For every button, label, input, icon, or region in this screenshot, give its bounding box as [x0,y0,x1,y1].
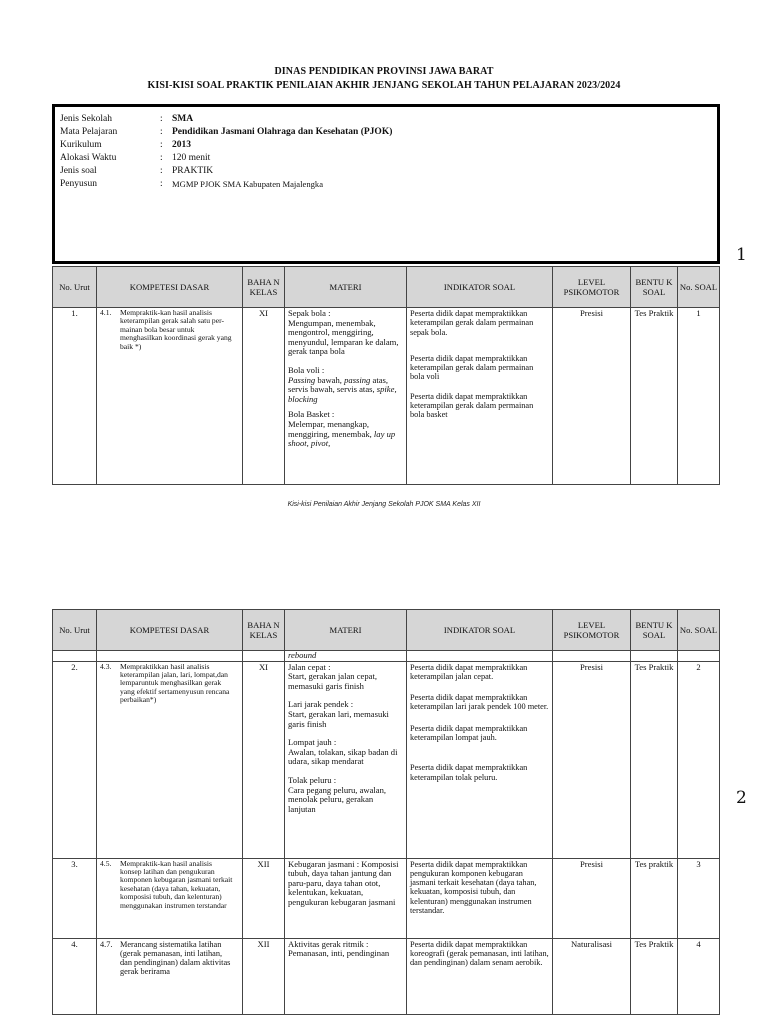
kisi-kisi-table-page-1 [52,266,720,485]
header-indikator-soal: INDIKATOR SOAL [407,267,553,308]
indikator-text: Peserta didik dapat mempraktikkan keterampilan gerak dalam permainan bola voli [410,353,534,382]
cell-no-soal: 1 [678,308,720,485]
table-row [53,308,720,485]
indikator-text: Peserta didik dapat mempraktikkan keterampilan gerak dalam permainan sepak bola. [410,309,534,337]
materi-text: rebound [288,650,317,660]
kd-number: 4.3. [100,661,112,671]
materi-text: atas, servis bawah, servis atas, [288,374,389,395]
materi-text: Cara pegang peluru, awalan, menolak peluru, gerakan lanjutan [288,784,387,814]
header-bentuk-soal: BENTU K SOAL [631,610,678,651]
header-level-psikomotor: LEVEL PSIKOMOTOR [553,610,631,651]
info-value: Pendidikan Jasmani Olahraga dan Kesehatan (PJOK) [172,127,393,137]
header-bahan-kelas: BAHA N KELAS [243,267,285,308]
cell-level: Presisi [553,661,631,858]
header-kompetensi-dasar: KOMPETESI DASAR [97,610,243,651]
cell-kompetensi-dasar [97,938,243,1014]
header-no-soal: No. SOAL [678,610,720,651]
header-materi: MATERI [285,267,407,308]
cell-no: 3. [53,858,97,938]
materi-title: Lompat jauh : [288,737,337,748]
info-label: Alokasi Waktu [60,153,117,163]
cell-bentuk: Tes Praktik [631,938,678,1014]
cell-no-soal: 3 [678,858,720,938]
materi-title: Tolak peluru : [288,774,337,785]
materi-title: Lari jarak pendek : [288,699,354,710]
kd-number: 4.7. [100,939,113,949]
indikator-text: Peserta didik dapat mempraktikkan keterampilan tolak peluru. [410,763,528,782]
kd-text: Mempraktikkan hasil analisis keterampilan jalan, lari, lompat,dan lemparuntuk menghasilkan gerak yang efektif sertamenyusun rencana perbaikan*) [120,661,230,705]
page-footer: Kisi-kisi Penilaian Akhir Jenjang Sekolah PJOK SMA Kelas XII [287,501,481,508]
header-indikator-soal: INDIKATOR SOAL [407,610,553,651]
cell-indikator: Peserta didik dapat mempraktikkan koreografi (gerak pemanasan, inti latihan, dan pendinginan) dalam senam aerobik. [407,938,553,1014]
cell-materi: Aktivitas gerak ritmik : Pemanasan, inti, pendinginan [285,938,407,1014]
info-value: 120 menit [172,153,211,163]
cell-no-soal: 2 [678,661,720,858]
header-line-1: DINAS PENDIDIKAN PROVINSI JAWA BARAT [274,66,494,77]
cell-no: 2. [53,661,97,858]
indikator-text: Peserta didik dapat mempraktikkan keterampilan gerak dalam permainan bola basket [410,391,534,420]
materi-text: spike, blocking [288,384,397,404]
cell-materi [285,308,407,485]
cell-kelas: XI [243,661,285,858]
header-kompetensi-dasar: KOMPETESI DASAR [97,267,243,308]
materi-title: Sepak bola : [288,308,331,318]
page-number-2: 2 [736,788,747,808]
cell-level: Presisi [553,858,631,938]
table-header-row [53,267,720,308]
materi-title: Jalan cepat : [288,661,331,672]
cell-kompetensi-dasar [97,661,243,858]
kd-text: Merancang sistematika latihan (gerak pemanasan, inti latihan, dan pendinginan) dalam aktivitas gerak berirama [120,939,231,977]
header-materi: MATERI [285,610,407,651]
table-row [53,651,720,662]
cell-bentuk: Tes Praktik [631,308,678,485]
info-label: Kurikulum [60,140,102,150]
header-bentuk-soal: BENTU K SOAL [631,267,678,308]
cell-bentuk: Tes praktik [631,858,678,938]
cell-kelas: XII [243,858,285,938]
cell-indikator [407,308,553,485]
kisi-kisi-table-page-2 [52,609,720,1015]
header-no-urut: No. Urut [53,610,97,651]
cell-no: 1. [53,308,97,485]
cell-level: Presisi [553,308,631,485]
kd-text: Mempraktik-kan hasil analisis keterampilan gerak salah satu per-mainan bola besar untuk menghasilkan koordinasi gerak yang baik *) [120,308,232,351]
cell-materi [285,661,407,858]
document-info-box: Jenis Sekolah : SMA Mata Pelajaran : Pendidikan Jasmani Olahraga dan Kesehatan (PJOK) Kurikulum : 2013 Alokasi Waktu : 120 menit Jenis soal : PRAKTIK Penyusun : MGMP PJOK SMA Kabupaten Majalengka [52,104,720,264]
cell-no: 4. [53,938,97,1014]
cell-level: Naturalisasi [553,938,631,1014]
materi-text: bawah, [315,374,345,385]
header-level-psikomotor: LEVEL PSIKOMOTOR [553,267,631,308]
page-number-1: 1 [736,245,747,265]
table-header-row [53,610,720,651]
indikator-text: Peserta didik dapat mempraktikkan keterampilan lompat jauh. [410,723,528,743]
materi-title: Bola Basket : [288,409,335,420]
info-value: SMA [172,114,194,124]
materi-text: Start, gerakan lari, memasuki garis finish [288,708,389,729]
header-bahan-kelas: BAHA N KELAS [243,610,285,651]
materi-text: Passing [288,374,316,385]
indikator-text: Peserta didik dapat mempraktikkan keterampilan jalan cepat. [410,662,528,681]
cell-no-soal: 4 [678,938,720,1014]
info-value: PRAKTIK [172,166,214,176]
materi-title: Bola voli : [288,364,325,375]
cell-kelas: XII [243,938,285,1014]
materi-text: Awalan, tolakan, sikap badan di udara, sikap mendarat [288,746,398,767]
cell-kompetensi-dasar [97,858,243,938]
materi-text: lay up shoot, pivot, [288,428,396,449]
info-label: Jenis soal [60,166,97,176]
header-no-soal: No. SOAL [678,267,720,308]
table-row [53,661,720,858]
kd-number: 4.1. [100,308,112,317]
table-row [53,938,720,1014]
cell-indikator: Peserta didik dapat mempraktikkan pengukuran komponen kebugaran jasmani terkait kesehatan (daya tahan, kekuatan, komposisi tubuh, dan kelenturan) menggunakan instrumen terstandar. [407,858,553,938]
kd-number: 4.5. [100,858,112,868]
cell-kompetensi-dasar [97,308,243,485]
kd-text: Mempraktik-kan hasil analisis konsep latihan dan pengukuran komponen kebugaran jasmani terkait kesehatan (daya tahan, kekuatan, komposisi tubuh, dan kelenturan) menggunakan instrumen terstandar [120,858,233,910]
indikator-text: Peserta didik dapat mempraktikkan keterampilan lari jarak pendek 100 meter. [410,693,549,712]
table-row [53,858,720,938]
cell-bentuk: Tes Praktik [631,661,678,858]
header-line-2: KISI-KISI SOAL PRAKTIK PENILAIAN AKHIR JENJANG SEKOLAH TAHUN PELAJARAN 2023/2024 [147,80,621,91]
cell-kelas: XI [243,308,285,485]
header-no-urut: No. Urut [53,267,97,308]
cell-indikator [407,661,553,858]
info-label: Jenis Sekolah [60,114,112,124]
materi-text: Start, gerakan jalan cepat, memasuki garis finish [288,671,377,691]
info-value: 2013 [172,140,191,150]
info-value: MGMP PJOK SMA Kabupaten Majalengka [172,179,324,189]
info-label: Mata Pelajaran [60,127,118,137]
materi-text: Melempar, menangkap, menggiring, menembak, [288,418,374,439]
materi-text: passing [344,374,371,385]
cell-materi: Kebugaran jasmani : Komposisi tubuh, daya tahan jantung dan paru-paru, daya tahan otot, kelentukan, kekuatan, pengukuran kebugaran jasmani [285,858,407,938]
materi-text: Mengumpan, menembak, mengontrol, menggiring, menyundul, lemparan ke dalam, gerak tanpa bola [288,317,399,357]
info-label: Penyusun [60,179,97,189]
